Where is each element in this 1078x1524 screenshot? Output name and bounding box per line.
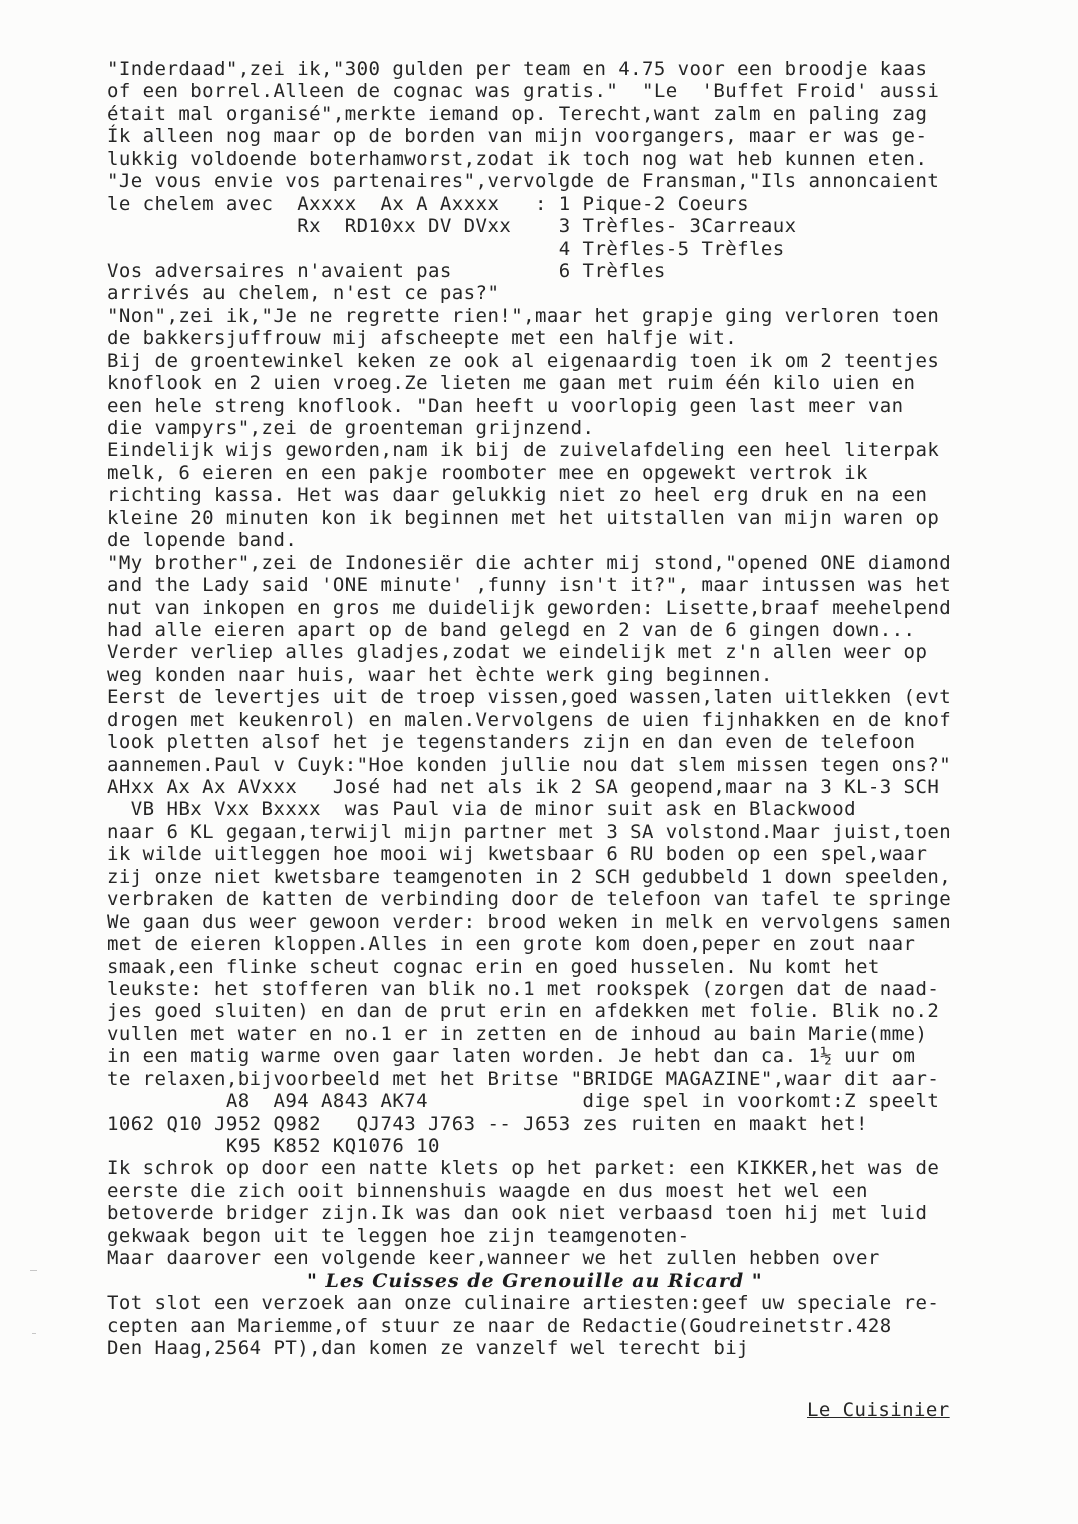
body-line: eerste die zich ooit binnenshuis waagde en dus moest het wel een [107, 1179, 868, 1202]
body-line: die vampyrs",zei de groenteman grijnzend. [107, 417, 595, 439]
body-line: était mal organisé",merkte iemand op. Terecht,want zalm en paling zag [107, 102, 928, 125]
handwritten-recipe-title: " Les Cuisses de Grenouille au Ricard " [307, 1269, 763, 1292]
body-line: We gaan dus weer gewoon verder: brood weken in melk en vervolgens samen [107, 910, 952, 933]
body-line: Eindelijk wijs geworden,nam ik bij de zuivelafdeling een heel literpak [107, 439, 940, 462]
body-line: Verder verliep alles gladjes,zodat we eindelijk met z'n allen weer op [107, 641, 928, 664]
closing-line: Den Haag,2564 PT),dan komen ze vanzelf wel terecht bij [107, 1336, 750, 1359]
bridge-deal-north: A8 A94 A843 AK74 dige spel in voorkomt:Z speelt [107, 1090, 940, 1113]
bridge-hand-line: VB HBx Vxx Bxxxx was Paul via de minor suit ask en Blackwood [107, 798, 857, 821]
body-line: naar 6 KL gegaan,terwijl mijn partner met 3 SA volstond.Maar juist,toen [107, 820, 952, 843]
body-line: "Inderdaad",zei ik,"300 gulden per team en 4.75 voor een broodje kaas [107, 58, 928, 80]
body-line: Maar daarover een volgende keer,wanneer we het zullen hebben over [107, 1247, 880, 1270]
bridge-hand-line: Rx RD10xx DV DVxx 3 Trèfles- 3Carreaux [107, 215, 797, 238]
body-line: arrivés au chelem, n'est ce pas?" [107, 282, 500, 305]
body-line: met de eieren kloppen.Alles in een grote kom doen,peper en zout naar [107, 933, 916, 956]
body-line: een hele streng knoflook. "Dan heeft u voorlopig geen last meer van [107, 394, 904, 417]
body-line: drogen met keukenrol) en malen.Vervolgens de uien fijnhakken en de knof [107, 708, 952, 731]
body-line: verbraken de katten de verbinding door de telefoon van tafel te springe [107, 888, 952, 911]
body-line: look pletten alsof het je tegenstanders zijn en dan even de telefoon [107, 731, 916, 754]
body-line: te relaxen,bijvoorbeeld met het Britse "BRIDGE MAGAZINE",waar dit aar- [107, 1067, 940, 1090]
body-line: of een borrel.Alleen de cognac was gratis." "Le 'Buffet Froid' aussi [107, 80, 940, 103]
body-line: lukkig voldoende boterhamworst,zodat ik toch nog wat heb kunnen eten. [107, 147, 928, 170]
body-line: weg konden naar huis, waar het èchte werk ging beginnen. [107, 663, 773, 686]
body-line: jes goed sluiten) en dan de prut erin en afdekken met folie. Blik no.2 [107, 1000, 940, 1023]
body-line: leukste: het stofferen van blik no.1 met rookspek (zorgen dat de naad- [107, 977, 940, 1000]
body-line: had alle eieren apart op de band gelegd en 2 van de 6 gingen down... [107, 618, 916, 641]
body-line: "My brother",zei de Indonesiër die achter mij stond,"opened ONE diamond [107, 551, 952, 574]
body-line: zij onze niet kwetsbare teamgenoten in 2 SCH gedubbeld 1 down speelden, [107, 865, 952, 888]
body-line: nut van inkopen en gros me duidelijk geworden: Lisette,braaf meehelpend [107, 596, 952, 619]
bridge-deal-south: K95 K852 KQ1076 10 [107, 1135, 440, 1157]
body-line: "Non",zei ik,"Je ne regrette rien!",maar het grapje ging verloren toen [107, 304, 940, 327]
body-line: Vos adversaires n'avaient pas 6 Trèfles [107, 259, 666, 282]
signature: Le Cuisinier [807, 1399, 950, 1421]
bridge-deal-west-east: 1062 Q10 J952 Q982 QJ743 J763 -- J653 zes ruiten en maakt het! [107, 1112, 868, 1135]
body-line: knoflook en 2 uien vroeg.Ze lieten me gaan met ruim één kilo uien en [107, 372, 916, 395]
body-line: vullen met water en no.1 er in zetten en de inhoud au bain Marie(mme) [107, 1022, 928, 1045]
article-body [107, 58, 1077, 1359]
body-line: ik wilde uitleggen hoe mooi wij kwetsbaar 6 RU boden op een spel,waar [107, 843, 928, 866]
body-line: and the Lady said 'ONE minute' ,funny isn't it?", maar intussen was het [107, 574, 952, 597]
body-line: richting kassa. Het was daar gelukkig niet zo heel erg druk en na een [107, 484, 928, 507]
body-line: Bij de groentewinkel keken ze ook al eigenaardig toen ik om 2 teentjes [107, 349, 940, 372]
body-line: Eerst de levertjes uit de troep vissen,goed wassen,laten uitlekken (evt [107, 686, 952, 709]
bridge-bidding-line: 4 Trèfles-5 Trèfles [107, 237, 785, 260]
body-line: in een matig warme oven gaar laten worden. Je hebt dan ca. 1½ uur om [107, 1045, 916, 1068]
body-line: Ík alleen nog maar op de borden van mijn voorgangers, maar er was ge- [107, 125, 928, 148]
body-line: melk, 6 eieren en een pakje roomboter mee en opgewekt vertrok ik [107, 461, 868, 484]
scan-speck [30, 1270, 37, 1271]
body-line: betoverde bridger zijn.Ik was dan ook niet verbaasd toen hij met luid [107, 1202, 928, 1225]
body-line: kleine 20 minuten kon ik beginnen met het uitstallen van mijn waren op [107, 506, 940, 529]
body-line: aannemen.Paul v Cuyk:"Hoe konden jullie nou dat slem missen tegen ons?" [107, 753, 952, 776]
closing-line: Tot slot een verzoek aan onze culinaire artiesten:geef uw speciale re- [107, 1292, 940, 1315]
closing-line: cepten aan Mariemme,of stuur ze naar de Redactie(Goudreinetstr.428 [107, 1314, 892, 1337]
body-line: "Je vous envie vos partenaires",vervolgde de Fransman,"Ils annoncaient [107, 170, 940, 193]
body-line: gekwaak begon uit te leggen hoe zijn teamgenoten- [107, 1224, 690, 1247]
bridge-hand-line: AHxx Ax Ax AVxxx José had net als ik 2 SA geopend,maar na 3 KL-3 SCH [107, 776, 940, 798]
scan-speck [32, 1333, 36, 1334]
body-line: de bakkersjuffrouw mij afscheepte met een halfje wit. [107, 327, 738, 350]
body-line: de lopende band. [107, 529, 298, 552]
body-line: Ik schrok op door een natte klets op het parket: een KIKKER,het was de [107, 1157, 940, 1180]
body-line: smaak,een flinke scheut cognac erin en goed husselen. Nu komt het [107, 955, 880, 978]
bridge-hand-line: le chelem avec Axxxx Ax A Axxxx : 1 Pique-2 Coeurs [107, 192, 750, 215]
